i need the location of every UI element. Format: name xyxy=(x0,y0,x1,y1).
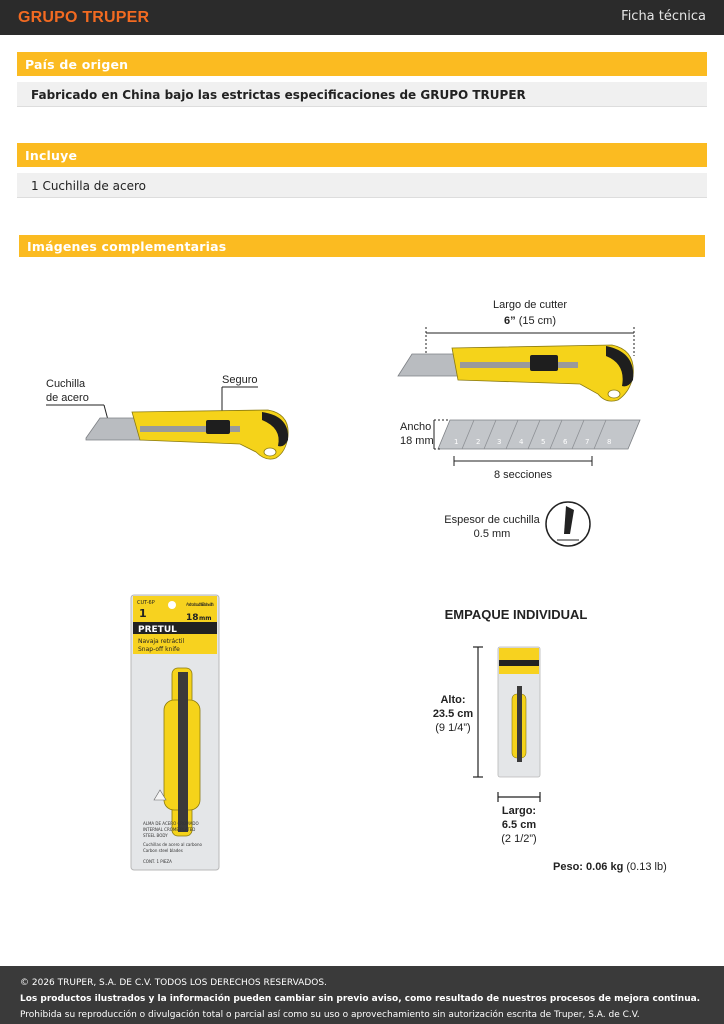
package-weight xyxy=(553,860,693,874)
package-height-value: 23.5 cm xyxy=(432,708,474,720)
blade-number: 7 xyxy=(585,438,590,446)
footer-notice: Los productos ilustrados y la información pueden cambiar sin previo aviso, como resultado de nuestros procesos de mejora continua. xyxy=(20,994,701,1004)
package-body-text-3: STEEL BODY xyxy=(143,833,168,838)
package-width-note: Ancho de cuchilla Blade width xyxy=(186,602,214,607)
section-header-origin: País de origen xyxy=(17,52,707,76)
package-brand: PRETUL xyxy=(138,625,177,635)
package-blades-text-1: Cuchillas de acero al carbono xyxy=(143,842,202,847)
package-width-unit: mm xyxy=(199,615,212,622)
document-type: Ficha técnica xyxy=(621,9,706,24)
package-body-text-1: ALMA DE ACERO CROMADO xyxy=(143,821,199,826)
packaging-title: EMPAQUE INDIVIDUAL xyxy=(444,607,588,622)
package-height-label: Alto: xyxy=(440,694,466,706)
blade-number: 4 xyxy=(519,438,524,446)
blade-number: 8 xyxy=(607,438,612,446)
package-code: CUT-6P xyxy=(137,600,155,606)
package-height-alt: (9 1/4”) xyxy=(435,722,471,734)
package-width-value: 18 xyxy=(186,613,199,623)
lock-label: Seguro xyxy=(222,374,258,386)
sections-label: 8 secciones xyxy=(493,469,553,481)
footer xyxy=(0,966,724,1024)
blade-number: 1 xyxy=(454,438,459,446)
width-label: Ancho 18 mm xyxy=(400,421,434,447)
package-weight-label: Peso: xyxy=(553,861,587,873)
package-name-en: Snap-off knife xyxy=(138,646,180,653)
package-weight-value: 0.06 kg xyxy=(586,861,624,873)
length-value-main: 6” xyxy=(504,315,516,327)
blade-number: 3 xyxy=(497,438,502,446)
length-value-alt: (15 cm) xyxy=(515,315,556,327)
blade-number: 5 xyxy=(541,438,546,446)
length-label: Largo de cutter xyxy=(493,299,567,311)
section-value-includes: 1 Cuchilla de acero xyxy=(17,173,707,198)
package-length-label: Largo: xyxy=(501,805,537,817)
section-header-includes: Incluye xyxy=(17,143,707,167)
thickness-label: Espesor de cuchilla 0.5 mm xyxy=(444,514,540,540)
package-cont-text: CONT. 1 PIEZA xyxy=(143,859,172,864)
blade-label: Cuchilla de acero xyxy=(46,378,89,404)
blade-number: 6 xyxy=(563,438,568,446)
section-header-images: Imágenes complementarias xyxy=(19,235,705,257)
footer-copyright: © 2026 TRUPER, S.A. DE C.V. TODOS LOS DERECHOS RESERVADOS. xyxy=(20,978,327,988)
package-weight-alt: (0.13 lb) xyxy=(623,861,667,873)
package-blades-text-2: Carbon steel blades xyxy=(143,848,183,853)
package-count: 1 xyxy=(139,607,147,620)
blade-number: 2 xyxy=(476,438,481,446)
footer-legal: Prohibida su reproducción o divulgación total o parcial así como su uso o aprovechamiento sin autorización escrita de Truper, S.A. de C.V. xyxy=(20,1010,640,1020)
package-body-text-2: INTERNAL CROME PLATED xyxy=(143,827,196,832)
package-length-value: 6.5 cm xyxy=(501,819,537,831)
package-name-es: Navaja retráctil xyxy=(138,638,185,645)
package-length-alt: (2 1/2”) xyxy=(501,833,537,845)
brand-logo: GRUPO TRUPER xyxy=(18,9,150,26)
section-value-origin: Fabricado en China bajo las estrictas especificaciones de GRUPO TRUPER xyxy=(17,82,707,107)
